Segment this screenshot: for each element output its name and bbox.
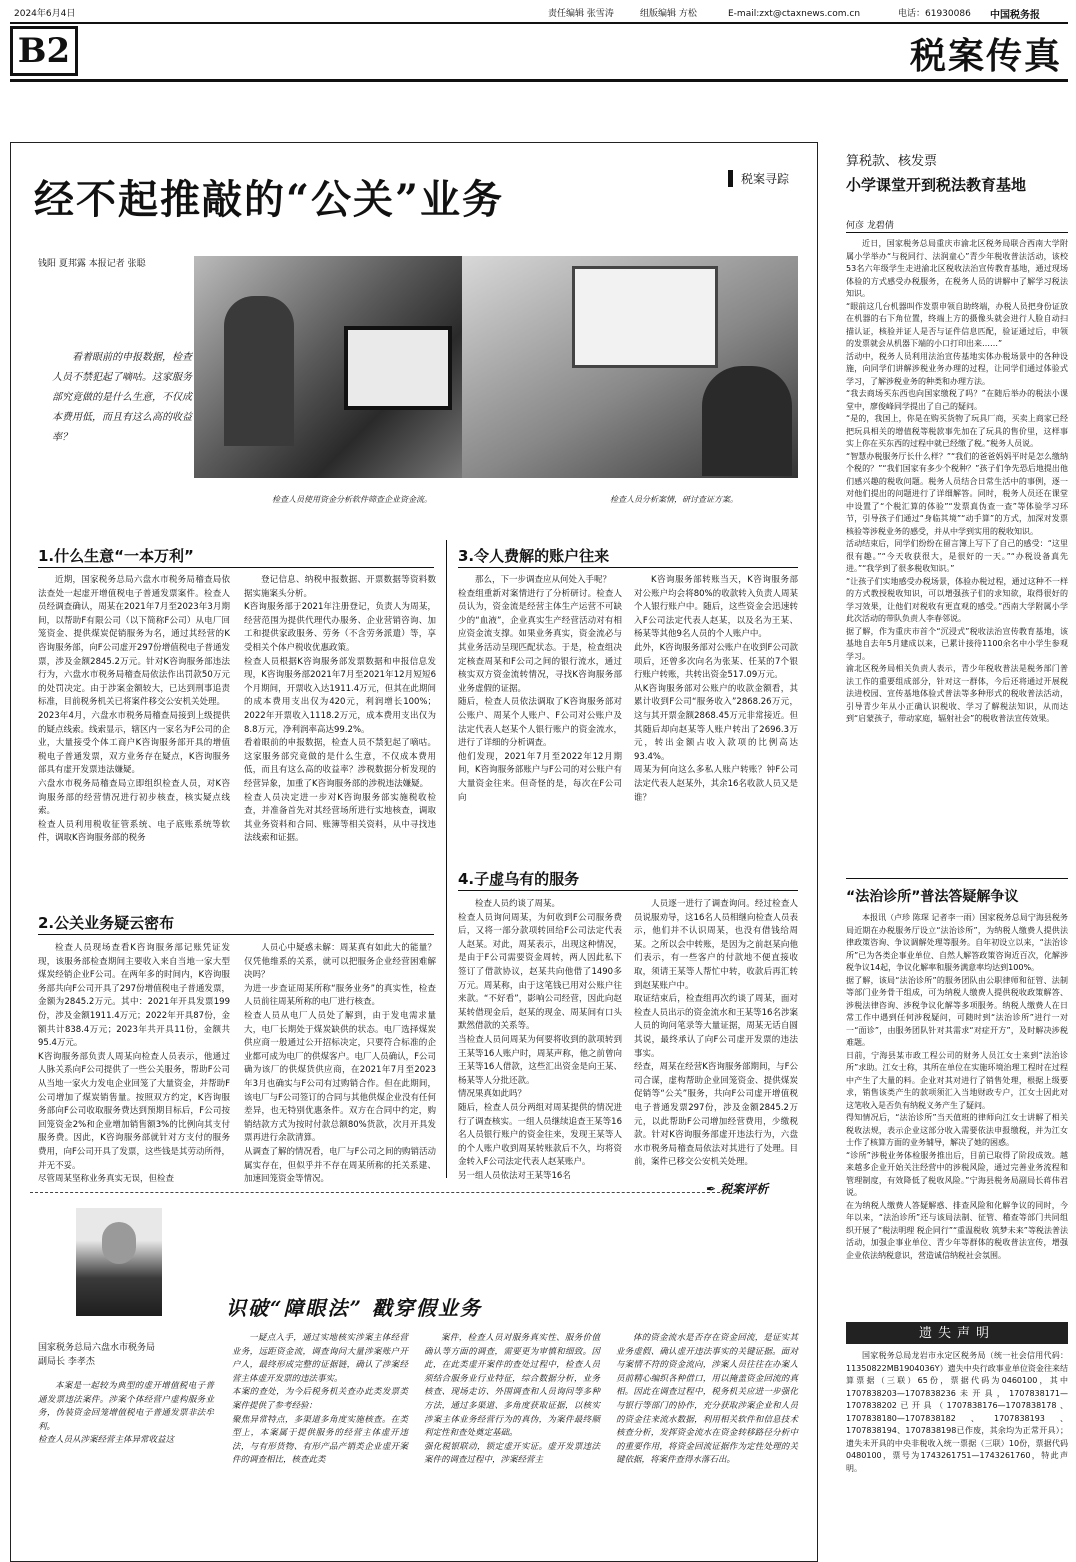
section-1-rule [38, 567, 434, 568]
section-name: 税案传真 [909, 35, 1062, 77]
section-1-col-2: 登记信息、纳税申报数据、开票数据等资料数据实施案头分析。 K咨询服务部于2021年注册登记，负责人为周某，经营范围为提供代理代办服务、企业营销咨询、加工和提供家政服务、劳务（不含劳务派遣）等，享受相关个体户税收优惠政策。 检查人员根据K咨询服务部发票数据和申报信息发现，K咨询服务部2021年7月至2021年12月短短6个月期间，开票收入达1911.4万元，但其在此期间的成本费用支出仅为420元，利润增长100%；2022年开票收入1118.2万元，成本费用支出仅为8.8万元，净利润率高达99.2%。 看着眼前的申报数据，检查人员不禁犯起了嘀咕。这家服务部究竟做的是什么生意，不仅成本费用低，而且有这么高的收益率？涉税数据分析发现的经营异象，加重了K咨询服务部的涉税违法嫌疑。 检查人员决定进一步对K咨询服务部实施税收检查，并准备首先对其经营场所进行实地核查，调取其业务资料和合同、账簿等相关资料，从中寻找违法线索和证据。 [244, 575, 436, 844]
section-4-col-1: 检查人员约谈了周某。 检查人员询问周某，为何收到F公司服务费后，又将一部分款项转回给F公司法定代表人赵某。对此，周某表示，出现这种情况，是由于F公司需要资金周转，两人因此私下签订了借款协议，赵某共向他借了1490多万元。周某称，由于这笔钱已用对公账户往来款。“不好看”，影响公司经营，因此向赵某转借现金后，赵某的现金、周某间有口头默然借款的关系等。 当检查人员问周某为何要将收到的款项转到王某等16人账户时，周某声称，他之前曾向王某等16人借款，这些汇出资金是向王某、杨某等人分批还款。 情况果真如此吗？ 随后，检查人员分两组对周某提供的情况进行了调查核实。一组人员继续追查王某等16名人员银行账户的资金往来，发现王某等人的个人账户收到周某转账款后不久，均将资金转入F公司法定代表人赵某账户。 另一组人员依法对王某等16名 [458, 899, 622, 1181]
author-title-2: 副局长 李孝杰 [38, 1357, 95, 1367]
section-4-rule [458, 890, 798, 891]
section-3-title: 3.令人费解的账户往来 [458, 547, 610, 565]
section-3-rule [458, 567, 798, 568]
quill-icon: ✒ [706, 1182, 717, 1196]
lead-paragraph: 看着眼前的申报数据，检查人员不禁犯起了嘀咕。这家服务部究竟做的是什么生意，不仅成本费用低，而且有这么高的收益率？ [52, 352, 192, 443]
comment-badge-label: 税案评析 [720, 1182, 769, 1196]
page-number: B2 [17, 31, 71, 71]
side1-rule [846, 232, 1068, 233]
photo-caption-2: 检查人员分析案情，研讨查证方案。 [610, 495, 738, 504]
section-2-rule [38, 934, 434, 935]
byline: 钱阳 夏邦露 本报记者 张聪 [38, 259, 146, 269]
column-divider-center [446, 540, 447, 1178]
comment-col-4: 体的资金流水是否存在资金回流，是证实其业务虚假、确认虚开违法事实的关键证据。面对与案情不符的资金流向，涉案人员往往在办案人员前精心编织各种借口，用以掩盖资金回流的真相。因此在调查过程中，税务机关应进一步强化与银行等部门的协作，充分获取涉案企业和人员的资金往来流水数据，利用相关软件和信息技术核查分析，发挥资金流水在资金转移路径分析中的重要作用，将资金回流证据作为定性处理的关键依据，将案件查得水落石出。 [616, 1333, 798, 1466]
side1-title: 小学课堂开到税法教育基地 [846, 176, 1027, 194]
author-title-1: 国家税务总局六盘水市税务局 [38, 1343, 156, 1353]
column-tag [728, 170, 789, 187]
notice-header [846, 1322, 1068, 1344]
section-2-col-2: 人员心中疑惑未解：周某真有如此大的能量？仅凭他维系的关系，就可以把服务企业经营困难解决吗？ 为进一步查证周某所称“服务业务”的真实性，检查人员前往周某所称的电厂进行核查。 检查人员从电厂人员处了解到，由于发电需求量大，电厂长期处于煤炭缺供的状态。电厂选择煤炭供应商一般通过公开招标决定，只要符合标准的企业都可成为电厂的供煤客户。电厂人员确认，F公司确为该厂的供煤货供应商，在2021年7月至2023年3月也确实与F公司有过购销合作。但在此期间，该电厂与F公司签订的合同与其他供煤企业没有任何差异，也无特别优惠条件。双方在合同中约定，购销结款方式为按时付款总额80%货款，次月开具发票再进行余款清算。 从调查了解的情况看，电厂与F公司之间的购销活动属实存在，但似乎并不存在周某所称的托关系建、加速回笼资金等情况。 [244, 943, 436, 1185]
header-email: E-mail:zxt@ctaxnews.com.cn [728, 9, 861, 19]
side-divider [846, 878, 1068, 879]
comment-badge [706, 1180, 768, 1197]
section-1-col-1: 近期，国家税务总局六盘水市税务局稽查局依法查处一起虚开增值税电子普通发票案件。检查人员经调查确认，周某在2021年7月至2023年3月期间，以帮助F有限公司（以下简称F公司）从电厂回笼资金、提供煤炭促销服务为名，通过其经营的K咨询服务部，向F公司虚开297份增值税电子普通发票，涉及金额2845.2万元。针对K咨询服务部违法行为，六盘水市税务局稽查局依法作出罚款50万元的处罚决定。由于涉案金额较大，已达到刑事追责标准，目前税务机关已将案件移交公安机关处理。 2023年4月，六盘水市税务局稽查局接到上级提供的疑点线索。线索显示，辖区内一家名为F公司的企业，大量接受个体工商户K咨询服务部开具的增值税电子普通发票，双方业务存在疑点，K咨询服务部具有虚开发票违法嫌疑。 六盘水市税务局稽查局立即组织检查人员，对K咨询服务部的经营情况进行初步核查，核实疑点线索。 检查人员利用税收征管系统、电子底账系统等软件，调取K咨询服务部的税务 [38, 575, 230, 844]
header-paper: 中国税务报 [990, 10, 1040, 21]
comment-divider [30, 1192, 720, 1193]
section-3-col-2: K咨询服务部转账当天，K咨询服务部对公账户均会将80%的收款转入负责人周某个人银行账户中。随后，这些资金会迅速转入F公司法定代表人赵某，以及名为王某、杨某等其他9名人员的个人账户中。 此外，K咨询服务部对公账户在收到F公司款项后，还曾多次向名为张某、任某的7个银行账户转账，共转出资金517.09万元。 从K咨询服务部对公账户的收款金额看，其累计收到F公司“服务收入”2868.26万元，这与其开票金额2868.45万元非常接近。但其随后却向赵某等人账户转出了2696.3万元，转出金额占收入款项的比例高达93.4%。 周某为何向这么多私人账户转账？钟F公司法定代表人赵某外，其余16名收款人员又是谁？ [634, 575, 798, 803]
photo-case-discussion [462, 256, 798, 478]
section-3-col-1: 那么，下一步调查应从何处入手呢？ 检查组重新对案情进行了分析研讨。检查人员认为，资金流是经营主体生产运营不可缺少的“血液”，企业真实生产经营活动对有相应资金流支撑。如果业务真实，资金流必与其业务活动呈现匹配状态。于是，检查组决定核查周某和F公司之间的银行流水，通过核实双方资金流转情况，寻找K咨询服务部业务虚假的证据。 随后，检查人员依法调取了K咨询服务部对公账户、周某个人账户、F公司对公账户及法定代表人赵某个人银行账户的资金流水，进行了详细的分析调查。 他们发现，2021年7月至2022年12月期间，K咨询服务部账户与F公司的对公账户有大量资金往来。但奇怪的是，每次在F公司向 [458, 575, 622, 803]
header-design: 组版编辑 方松 [640, 9, 697, 19]
header-editor: 责任编辑 张雪涛 [548, 9, 614, 19]
comment-col-1: 本案是一起较为典型的虚开增值税电子普通发票违法案件。涉案个体经营户虚构服务业务，伪装资金回笼增值税电子普通发票非法牟利。 检查人员从涉案经营主体异常收益这 [38, 1381, 214, 1446]
section-2-col-1: 检查人员现场查看K咨询服务部记账凭证发现，该服务部检查期间主要收入来自当地一家大型煤炭经销企业F公司。在两年多的时间内，K咨询服务部共向F公司开具了297份增值税电子普通发票，金额为2845.2万元。其中：2021年开具发票199份，涉及金额1911.4万元；2022年开具87份，金额共计838.4万元；2023年共开具11份，金额共95.4万元。 K咨询服务部负责人周某向检查人员表示，他通过人脉关系向F公司提供了一些公关服务，帮助F公司从当地一家火力发电企业回笼了大量资金，并帮助F公司增加了煤炭销售量。按照双方约定，K咨询服务部向F公司收取服务费达到预期目标后，F公司按回笼资金2%和企业增加销售额3%的比例向其支付服务费。因此，K咨询服务部就针对方支付的服务费用，向F公司开具了发票，这些钱是其劳动所得，并无不妥。 尽管周某坚称业务真实无误，但检查 [38, 943, 230, 1185]
comment-col-3: 案件，检查人员对服务真实性、服务价值确认等方面的调查，需要更为审慎和细致。因此，在此类虚开案件的查处过程中，检查人员须结合服务业行业特征，综合数据分析，业务核查、现场走访、外围调查和人员询问等多种方法，通过多渠道、多角度获取证据，以核实涉案主体业务经营行为的真伪，为案件最终顺利定性和查处奠定基础。 强化税银联动，锁定虚开实证。虚开发票违法案件的调查过程中，涉案经营主 [424, 1333, 600, 1466]
header-bottom-rule [10, 79, 1068, 82]
section-2-title: 2.公关业务疑云密布 [38, 914, 175, 932]
section-4-title: 4.子虚乌有的服务 [458, 870, 580, 888]
header-top-rule [10, 22, 1068, 24]
header-date: 2024年6月4日 [14, 9, 76, 19]
side2-title: “法治诊所”普法答疑解争议 [846, 889, 1019, 905]
section-4-col-2: 人员逐一进行了调查询问。经过检查人员说服劝导，这16名人员相继向检查人员表示，他们并不认识周某，也没有借钱给周某。之所以会中转账，是因为之前赵某向他们表示，有一些客户的付款地不便直接收取，须请王某等人帮忙中转，收款后再汇转到赵某账户中。 取证结束后，检查组再次约谈了周某，面对检查人员出示的资金流水和王某等16名涉案人员的询问笔录等大量证据，周某无话自圆其说，最终承认了向F公司虚开发票的违法事实。 经查，周某在经营K咨询服务部期间，与F公司合谋，虚构帮助企业回笼资金、提供煤炭促销等“公关”服务，共向F公司虚开增值税电子普通发票297份，涉及金额2845.2万元，以此帮助F公司增加经营费用，少缴税款。针对K咨询服务部虚开违法行为，六盘水市税务局稽查局依法对其进行了处理。目前，案件已移交公安机关处理。 [634, 899, 798, 1168]
author-portrait [76, 1208, 162, 1316]
side1-author: 何彦 龙碧倩 [846, 221, 894, 231]
side1-body: 近日，国家税务总局重庆市渝北区税务局联合西南大学附属小学举办“与税同行、法润童心”青少年税收普法活动，该校53名六年级学生走进渝北区税收法治宣传教育基地，通过现场体验的方式感受办税服务，在税务人员的讲解中了解学习税法知识。 “眼前这几台机器叫作发票申领自助终端，办税人员把身份证放在机器的右下角位置，终端上方的摄像头就会进行人脸自动扫描认证，核验并证人是否与证件信息匹配，验证通过后，申领的发票就会从机器下端的小口打印出来……” 活动中，税务人员利用法治宣传基地实体办税场景中的各种设施，向同学们讲解涉税业务办理的过程，让同学们通过体验式学习，了解涉税业务的种类和办理方法。 “我去商场买东西也向国家缴税了吗？”在随后举办的税法小课堂中，廖俊峰同学提出了自己的疑问。 “是的，我国上，你是在购买货物了玩具厂商，买卖上商家已经把玩具相关的增值税等税款事先加在了玩具的售价里，这样事实上你在买东西的过程中就已经缴了税。”税务人员说。 “智慧办税服务厅长什么样？”“我们的爸爸妈妈平时是怎么缴纳个税的？”“我们国家有多少个税种？”孩子们争先恐后地提出他们感兴趣的税收问题。税务人员结合日常生活中的事例，逐一对他们提出的问题进行了详细解答。同时，税务人员还在课堂中设置了“个税汇算的体验”“发票真伪查一查”等体验学习环节，引导孩子们通过“身临其境”“动手算”的方式，加深对发票核验等涉税业务的感受，并从中学到实用的税收知识。 活动结束后，同学们纷纷在留言簿上写下了自己的感受：“这里很有趣。”“今天收获很大，是很好的一天。”“办税设备真先进。”“我学到了很多税收知识。” “让孩子们实地感受办税场景，体验办税过程，通过这种不一样的方式教授税收知识，可以增强孩子们的求知欲，取得很好的学习效果，让他们对税收有更直观的感受。”西南大学附属小学此次活动的带队负责人李春邻说。 据了解，作为重庆市首个“沉浸式”税收法治宣传教育基地，该基地自去年5月建成以来，已累计接待1100余名中小学生参观学习。 渝北区税务局相关负责人表示，青少年税收普法是税务部门普法工作的重要组成部分，针对这一群体，今后还将通过开展税法进校园、宣传基地体验式普法等多种形式的税收普法活动，引导青少年从小正确认识税收、学习了解税法知识，从而达到“启蒙孩子，带动家庭，辐射社会”的税收普法宣传效果。 [846, 239, 1068, 723]
photo-caption-1: 检查人员使用资金分析软件筛查企业资金流。 [272, 495, 432, 504]
main-title: 经不起推敲的“公关”业务 [34, 176, 505, 223]
notice-body: 国家税务总局龙岩市永定区税务局（统一社会信用代码：11350822MB1904036Y）遗失中央行政事业单位资金往来结算票据（三联）65份，票据代码为0460100，其中1707838203—1707838236未开具，1707838171—1707838202已开具（1707838176—1707838178、1707838180—1707838182、1707838193、1707838194、1707838198已作废，其余均为正常开具）；遗失未开具的中央非税收入统一票据（三联）10份，票据代码0480100，票号为1743261751—1743261760，特此声明。 [846, 1351, 1068, 1473]
section-1-title: 1.什么生意“一本万利” [38, 547, 194, 565]
comment-col-2: 一疑点入手，通过实地核实涉案主体经营业务，远距资金流，调查询问大量涉案账户开户人，最终形成完整的证据链，确认了涉案经营主体虚开发票的违法事实。 本案的查处，为今后税务机关查办此类发票类案件提供了参考经验： 聚焦异常特点，多渠道多角度实施核查。在类型上，本案属于提供服务的经营主体虚开违法，与有形货物、有形产品产销类企业虚开案件的调查相比，核查此类 [232, 1333, 408, 1466]
column-tag-label: 税案寻踪 [741, 172, 790, 186]
photo-analysis-software [194, 256, 462, 478]
header-phone: 电话：61930086 [898, 9, 971, 19]
side1-kicker: 算税款、核发票 [846, 154, 938, 169]
comment-title: 识破“障眼法” 戳穿假业务 [226, 1296, 482, 1320]
notice-title: 遗失声明 [918, 1326, 995, 1341]
page-number-box [10, 26, 78, 76]
side2-body: 本报讯（卢珍 陈琛 记者李一雨）国家税务总局宁海县税务局近期在办税服务厅设立“法治诊所”，为纳税人缴费人提供法律政策咨询、争议调解处理等服务。自年初设立以来，“法治诊所”已为各类企事业单位、自然人解答政策咨询近百次，化解涉税争议14起，争议化解率和服务满意率均达到100%。 据了解，该局“法治诊所”的服务团队由公职律师和征管、法制等部门业务骨干组成，可为纳税人缴费人提供税收政策解答、涉税法律咨询、涉税争议化解等多项服务。纳税人缴费人在日常工作中遇到任何涉税疑问，可随时到“法治诊所”进行一对一“面诊”，由服务团队针对其需求“对症开方”，及时解决涉税难题。 日前，宁海县某市政工程公司的财务人员江女士来到“法治诊所”求助。江女士称，其所在单位在实施环境治理工程时在过程中产生了大量的料。企业对其对进行了销售处理，根据上级要求，销售该类产生的款项须汇入当地财政专户，江女士因此对这笔收入是否负有纳税义务产生了疑问。 得知情况后，“法治诊所”当天值班的律师向江女士讲解了相关税收法规，表示企业这部分收入需要依法申报缴税，并为江女士作了核算方面的业务辅导，解决了她的困惑。 “诊所”涉税业务体检服务推出后，目前已取得了阶段成效。越来越多企业开始关注经营中的涉税风险，通过完善业务流程和管理制度，有效降低了税收风险。”宁海县税务局副局长蒋伟君说。 在为纳税人缴费人答疑解惑、排查风险和化解争议的同时，今年以来，“法治诊所”还与该局法制、征管、稽查等部门共同组织开展了“税法明理 税企同行”“重温税收 筑梦未来”等税法普法活动，加强企事业单位、青少年等群体的税收普法宣传，增强企业依法纳税意识，营造诚信纳税社会氛围。 [846, 913, 1068, 1260]
